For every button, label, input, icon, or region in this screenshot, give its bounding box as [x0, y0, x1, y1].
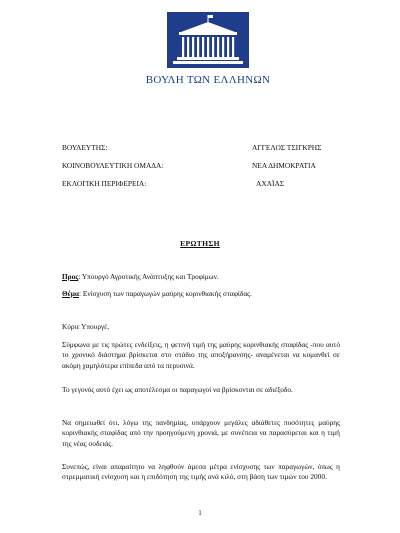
body-paragraph: Το γεγονός αυτό έχει ως αποτέλεσμα οι παραγωγοί να βρίσκονται σε αδιέξοδο.: [62, 385, 293, 394]
parliament-logo: [167, 12, 249, 68]
body-paragraph: Σύμφωνα με τις πρώτες ενδείξεις, η φετινή τιμή της μαύρης κορινθιακής σταφίδας -που αυτό το χρονικό διάστημα βρίσκεται στο στάδιο της αποξήρανσης- αναμένεται να κυμανθεί σε ακόμη χαμηλότερα επίπεδα από τα περυσινά.: [62, 340, 340, 370]
body-paragraph: Συνεπώς, είναι απαραίτητο να ληφθούν άμεσα μέτρα ενίσχυσης των παραγωγών, όπως η στρεμματική ενίσχυση και η επιδότηση της τιμής ανά κιλό, στη βάση των τιμών του 2000.: [62, 462, 340, 482]
info-row-party: [62, 161, 362, 173]
recipient-label: Προς: [62, 272, 79, 281]
info-value: ΑΧΑΪΑΣ: [256, 179, 285, 188]
info-value: ΑΓΓΕΛΟΣ ΤΣΙΓΚΡΗΣ: [252, 143, 322, 152]
info-row-mp: [62, 143, 362, 155]
subject-line: [62, 289, 338, 298]
subject-label: Θέμα: [62, 289, 80, 298]
document-title: ΕΡΩΤΗΣΗ: [180, 239, 220, 248]
recipient-text: : Υπουργό Αγροτικής Ανάπτυξης και Τροφίμων.: [78, 272, 219, 281]
info-label: ΕΚΛΟΓΙΚΗ ΠΕΡΙΦΕΡΕΙΑ:: [62, 179, 147, 188]
recipient-line: [62, 272, 338, 281]
body-paragraph: Να σημειωθεί ότι, λόγω της πανδημίας, υπάρχουν μεγάλες αδιάθετες ποσότητες μαύρης κορινθιακής σταφίδας από την προηγούμενη χρονιά, με συνέπεια να παρασύρεται και η τιμή της νέας σοδειάς.: [62, 418, 340, 448]
info-label: ΚΟΙΝΟΒΟΥΛΕΥΤΙΚΗ ΟΜΑΔΑ:: [62, 161, 164, 170]
info-value: ΝΕΑ ΔΗΜΟΚΡΑΤΙΑ: [252, 161, 316, 170]
info-label: ΒΟΥΛΕΥΤΗΣ:: [62, 143, 108, 152]
parliament-name: ΒΟΥΛΗ ΤΩΝ ΕΛΛΗΝΩΝ: [145, 74, 271, 86]
page-number: 1: [198, 509, 202, 517]
salutation: Κύριε Υπουργέ,: [62, 322, 110, 331]
subject-text: : Ενίσχυση των παραγωγών μαύρης κορινθιακής σταφίδας.: [79, 289, 252, 298]
info-row-constituency: [62, 179, 362, 191]
parliament-building-icon: [167, 12, 249, 68]
